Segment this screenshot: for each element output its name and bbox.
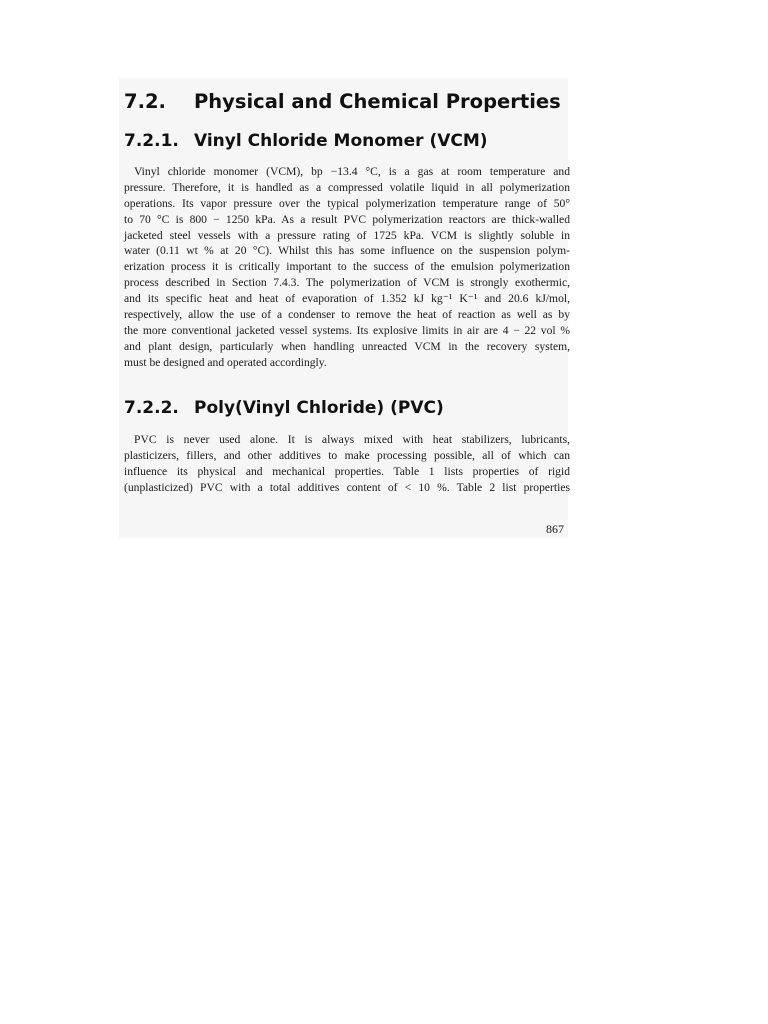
paragraph-line: process described in Section 7.4.3. The polymerization of VCM is strongly exothermic, bbox=[124, 276, 570, 290]
paragraph-vcm bbox=[124, 164, 570, 371]
section-title: Physical and Chemical Properties bbox=[194, 90, 561, 113]
paragraph-line: to 70 °C is 800 − 1250 kPa. As a result PVC polymerization reactors are thick-walled bbox=[124, 212, 570, 226]
section-heading bbox=[124, 90, 561, 116]
paragraph-line: erization process it is critically important to the success of the emulsion polymerization bbox=[124, 260, 570, 274]
paragraph-line: PVC is never used alone. It is always mixed with heat stabilizers, lubricants, bbox=[134, 433, 570, 446]
paragraph-line: must be designed and operated accordingly. bbox=[124, 355, 327, 369]
paragraph-line: (unplasticized) PVC with a total additives content of < 10 %. Table 2 list properties bbox=[124, 480, 570, 494]
paragraph-pvc bbox=[124, 432, 570, 496]
paragraph-line: water (0.11 wt % at 20 °C). Whilst this has some influence on the suspension polym- bbox=[124, 244, 570, 258]
paragraph-line: and plant design, particularly when handling unreacted VCM in the recovery system, bbox=[124, 339, 570, 353]
subsection-number: 7.2.1. bbox=[124, 131, 179, 151]
paragraph-line: plasticizers, fillers, and other additives to make processing possible, all of which can bbox=[124, 448, 570, 462]
subsection-title: Vinyl Chloride Monomer (VCM) bbox=[194, 131, 488, 151]
paragraph-line: jacketed steel vessels with a pressure rating of 1725 kPa. VCM is slightly soluble in bbox=[124, 228, 570, 242]
page-number: 867 bbox=[546, 522, 564, 536]
paragraph-line: Vinyl chloride monomer (VCM), bp −13.4 °C, is a gas at room temperature and bbox=[134, 165, 570, 178]
paragraph-line: pressure. Therefore, it is handled as a compressed volatile liquid in all polymerization bbox=[124, 180, 570, 194]
paragraph-line: and its specific heat and heat of evaporation of 1.352 kJ kg⁻¹ K⁻¹ and 20.6 kJ/mol, bbox=[124, 292, 570, 306]
subsection-heading-pvc bbox=[124, 398, 554, 422]
paragraph-line: influence its physical and mechanical properties. Table 1 lists properties of rigid bbox=[124, 464, 570, 478]
paragraph-line: respectively, allow the use of a condenser to remove the heat of reaction as well as by bbox=[124, 308, 570, 322]
subsection-number: 7.2.2. bbox=[124, 398, 179, 418]
paragraph-line: the more conventional jacketed vessel systems. Its explosive limits in air are 4 − 22 vol % bbox=[124, 323, 570, 337]
subsection-title: Poly(Vinyl Chloride) (PVC) bbox=[194, 398, 444, 418]
section-number: 7.2. bbox=[124, 90, 166, 113]
subsection-heading-vcm bbox=[124, 131, 554, 155]
paragraph-line: operations. Its vapor pressure over the typical polymerization temperature range of 50° bbox=[124, 196, 570, 210]
